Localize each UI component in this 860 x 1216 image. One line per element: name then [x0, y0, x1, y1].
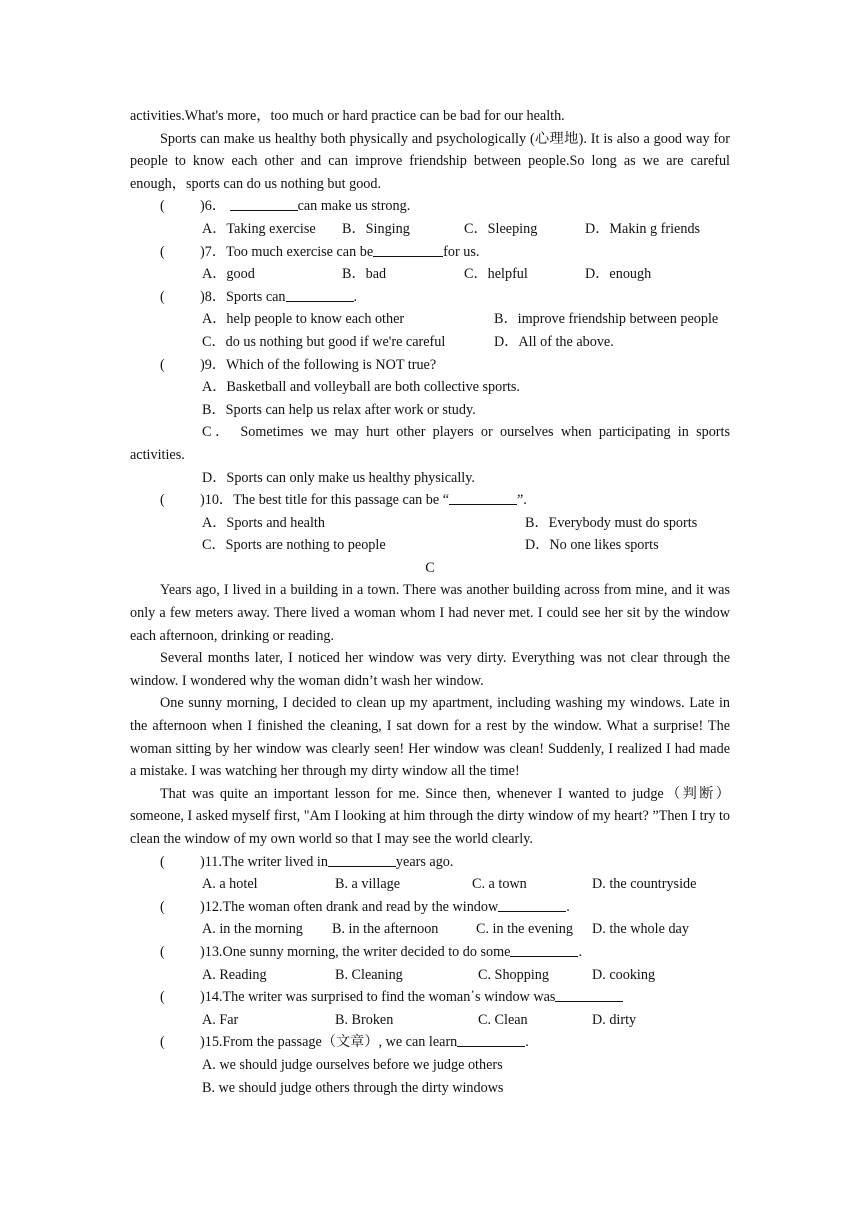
question-6-options [130, 218, 730, 241]
option-d[interactable]: D. the whole day [592, 921, 689, 938]
option-c[interactable]: C. Shopping [478, 966, 549, 983]
blank [373, 241, 443, 257]
blank [498, 896, 566, 912]
passage-b-tail: activities.What's more，too much or hard practice can be bad for our health. [130, 108, 565, 124]
question-6-number: 6． [204, 198, 227, 215]
option-a[interactable]: A．Basketball and volleyball are both collective sports. [202, 379, 520, 396]
answer-bracket[interactable]: ( [160, 989, 165, 1006]
option-d[interactable]: D. the countryside [592, 876, 697, 893]
blank [286, 286, 354, 302]
option-c[interactable]: C．Sleeping [464, 220, 538, 237]
question-10: ( ) 10．The best title for this passage can be “ ”. [130, 489, 730, 512]
answer-bracket[interactable]: ( [160, 198, 165, 215]
passage-c-paragraph-4: That was quite an important lesson for me. Since then, whenever I wanted to judge（判断） someone, I asked myself first, "Am I looking at him through the dirty window of my heart? ”Then I try to clean the window of my own world so that I may see the world clearly. [130, 785, 730, 848]
question-13: ( )13.One sunny morning, the writer decided to do some . [130, 941, 730, 964]
blank [510, 941, 578, 957]
passage-c-paragraph-1: Years ago, I lived in a building in a town. There was another building across from mine, and it was only a few meters away. There lived a woman whom I had never met. I could see her sit by the window each afternoon, drinking or reading. [130, 582, 730, 644]
option-d[interactable]: D. cooking [592, 966, 656, 983]
question-13-options [130, 964, 730, 987]
option-b[interactable]: B. in the afternoon [332, 921, 439, 938]
option-c[interactable]: C. Clean [478, 1011, 528, 1028]
blank [555, 986, 623, 1002]
question-10-options-row1 [130, 512, 730, 535]
option-d[interactable]: D．No one likes sports [525, 537, 659, 554]
question-14-options [130, 1009, 730, 1032]
option-a[interactable]: A．Sports and health [202, 514, 325, 531]
option-c[interactable]: C．do us nothing but good if we're careful [202, 333, 446, 350]
question-11: ( )11.The writer lived in years ago. [130, 851, 730, 874]
option-c[interactable]: C．helpful [464, 266, 528, 283]
blank [328, 851, 396, 867]
option-c[interactable]: C． Sometimes we may hurt other players or ourselves when participating in sports activities. [130, 424, 730, 463]
option-a[interactable]: A. Reading [202, 966, 267, 983]
question-6-text: can make us strong. [297, 198, 411, 215]
answer-bracket[interactable]: ( [160, 853, 165, 870]
option-b[interactable]: B. Cleaning [335, 966, 403, 983]
question-7: ( ) 7．Too much exercise can be for us. [130, 241, 730, 264]
question-12: ( )12.The woman often drank and read by the window . [130, 896, 730, 919]
answer-bracket[interactable]: ( [160, 243, 165, 260]
passage-c-paragraph-3: One sunny morning, I decided to clean up my apartment, including washing my windows. Late in the afternoon when I finished the cleaning, I sat down for a rest by the window. What a surprise! The woman sitting by her window was clearly seen! Her window was clean! Suddenly, I realized I had made a mistake. I was watching her through my dirty window all the time! [130, 695, 730, 780]
option-d[interactable]: D．Sports can only make us healthy physically. [202, 469, 475, 486]
blank [449, 489, 517, 505]
answer-bracket[interactable]: ( [160, 492, 165, 509]
option-a[interactable]: A. we should judge ourselves before we judge others [202, 1057, 503, 1073]
question-8: ( ) 8．Sports can . [130, 286, 730, 309]
question-6: ( ) 6． can make us strong. [130, 195, 730, 218]
option-c[interactable]: C. a town [472, 876, 527, 893]
option-b[interactable]: B．Everybody must do sports [525, 514, 698, 531]
question-7-options [130, 263, 730, 286]
option-b[interactable]: B. a village [335, 876, 401, 893]
option-a[interactable]: A．good [202, 266, 255, 283]
option-c[interactable]: C．Sports are nothing to people [202, 537, 386, 554]
option-a[interactable]: A．help people to know each other [202, 311, 405, 328]
question-11-options [130, 873, 730, 896]
option-b[interactable]: B. we should judge others through the dirty windows [202, 1079, 504, 1096]
blank [230, 195, 298, 211]
question-14: ( )14.The writer was surprised to find the woman᾿s window was [130, 986, 730, 1009]
question-12-options [130, 918, 730, 941]
question-8-options-row1 [130, 308, 730, 331]
option-b[interactable]: B．improve friendship between people [494, 311, 719, 328]
question-10-options-row2 [130, 534, 730, 557]
document-content [130, 105, 730, 1099]
option-a[interactable]: A. a hotel [202, 876, 258, 893]
option-d[interactable]: D．enough [585, 266, 652, 283]
passage-b-paragraph: Sports can make us healthy both physically and psychologically (心理地). It is also a good way for people to know each other and can improve friendship between people.So long as we are careful enough，sports can do us nothing but good. [130, 130, 730, 192]
question-9: ( ) 9．Which of the following is NOT true? [130, 354, 730, 377]
option-b[interactable]: B. Broken [335, 1011, 394, 1028]
option-d[interactable]: D．Makin g friends [585, 220, 701, 237]
option-a[interactable]: A. in the morning [202, 921, 303, 938]
option-a[interactable]: A. Far [202, 1011, 239, 1028]
answer-bracket[interactable]: ( [160, 944, 165, 961]
option-b[interactable]: B．Singing [342, 220, 410, 237]
option-b[interactable]: B．bad [342, 266, 387, 283]
section-heading: C [425, 559, 435, 576]
option-d[interactable]: D. dirty [592, 1011, 637, 1028]
blank [457, 1031, 525, 1047]
option-a[interactable]: A．Taking exercise [202, 220, 316, 237]
answer-bracket[interactable]: ( [160, 288, 165, 305]
option-c[interactable]: C. in the evening [476, 921, 573, 938]
option-d[interactable]: D．All of the above. [494, 333, 614, 350]
answer-bracket[interactable]: ( [160, 898, 165, 915]
answer-bracket[interactable]: ( [160, 1034, 165, 1051]
question-8-options-row2 [130, 331, 730, 354]
option-b[interactable]: B．Sports can help us relax after work or study. [202, 401, 476, 418]
question-15: ( )15.From the passage（文章）, we can learn . [130, 1031, 730, 1054]
answer-bracket[interactable]: ( [160, 356, 165, 373]
passage-c-paragraph-2: Several months later, I noticed her window was very dirty. Everything was not clear through the window. I wondered why the woman didn’t wash her window. [130, 650, 730, 689]
